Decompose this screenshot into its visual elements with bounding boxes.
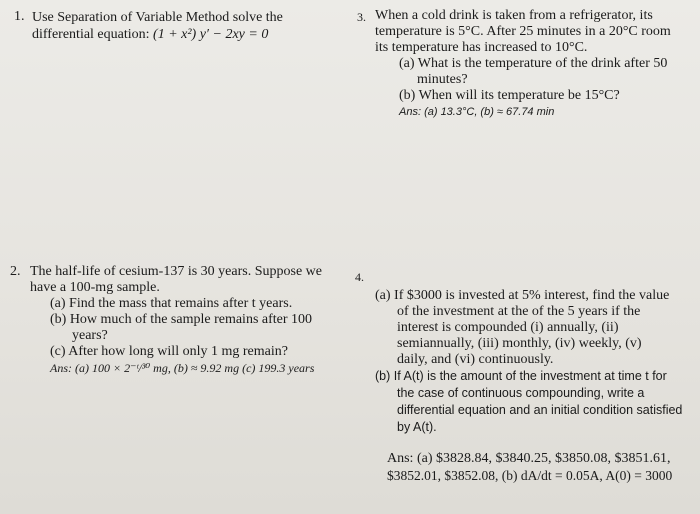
problem-4-part-b-line-2: the case of continuous compounding, write a <box>397 386 645 400</box>
problem-2-part-c: (c) After how long will only 1 mg remain? <box>50 344 288 359</box>
problem-1-number: 1. <box>14 9 25 24</box>
problem-4-part-b-line-1: (b) If A(t) is the amount of the investment at time t for <box>375 369 667 383</box>
problem-3 <box>357 8 692 118</box>
problem-2 <box>10 264 340 376</box>
problem-2-line-1: The half-life of cesium-137 is 30 years. Suppose we <box>30 264 322 279</box>
problem-1-equation: (1 + x²) y′ − 2xy = 0 <box>153 27 269 42</box>
problem-2-part-b-line-1: (b) How much of the sample remains after 100 <box>50 312 313 327</box>
problem-2-number: 2. <box>10 264 21 279</box>
problem-1-line-1: Use Separation of Variable Method solve the <box>32 10 283 25</box>
problem-4-part-a-line-1: (a) If $3000 is invested at 5% interest, find the value <box>375 288 670 303</box>
problem-3-line-3: its temperature has increased to 10°C. <box>375 40 588 55</box>
problem-1 <box>14 9 334 49</box>
problem-4-part-a-line-5: daily, and (vi) continuously. <box>397 352 554 367</box>
problem-3-line-2: temperature is 5°C. After 25 minutes in a 20°C room <box>375 24 671 39</box>
problem-3-line-1: When a cold drink is taken from a refrigerator, its <box>375 8 653 23</box>
problem-4-part-b-line-3: differential equation and an initial condition satisfied <box>397 403 683 417</box>
problem-1-line-2: differential equation: <box>32 27 150 42</box>
problem-4-answer-line-1: Ans: (a) $3828.84, $3840.25, $3850.08, $3851.61, <box>387 451 671 466</box>
problem-3-number: 3. <box>357 10 366 24</box>
problem-4-number: 4. <box>355 270 364 284</box>
problem-3-part-a-line-1: (a) What is the temperature of the drink after 50 <box>399 56 668 71</box>
problem-4-part-a-line-3: interest is compounded (i) annually, (ii) <box>397 320 619 335</box>
problem-3-answer: Ans: (a) 13.3°C, (b) ≈ 67.74 min <box>399 106 555 118</box>
problem-4-answer-line-2: $3852.01, $3852.08, (b) dA/dt = 0.05A, A(0) = 3000 <box>387 468 673 483</box>
problem-2-part-b-line-2: years? <box>72 328 108 343</box>
problem-2-answer: Ans: (a) 100 × 2⁻ᵗ/³⁰ mg, (b) ≈ 9.92 mg (c) 199.3 years <box>50 361 315 375</box>
problem-3-part-a-line-2: minutes? <box>417 72 468 87</box>
problem-4-part-b-line-4: by A(t). <box>397 420 437 434</box>
problem-2-part-a: (a) Find the mass that remains after t years. <box>50 296 293 311</box>
problem-3-part-b: (b) When will its temperature be 15°C? <box>399 88 620 103</box>
problem-2-line-2: have a 100-mg sample. <box>30 280 160 295</box>
problem-4-part-a-line-4: semiannually, (iii) monthly, (iv) weekly, (v) <box>397 336 642 351</box>
problem-4-part-a-line-2: of the investment at the of the 5 years if the <box>397 304 641 319</box>
problem-4 <box>355 270 695 490</box>
